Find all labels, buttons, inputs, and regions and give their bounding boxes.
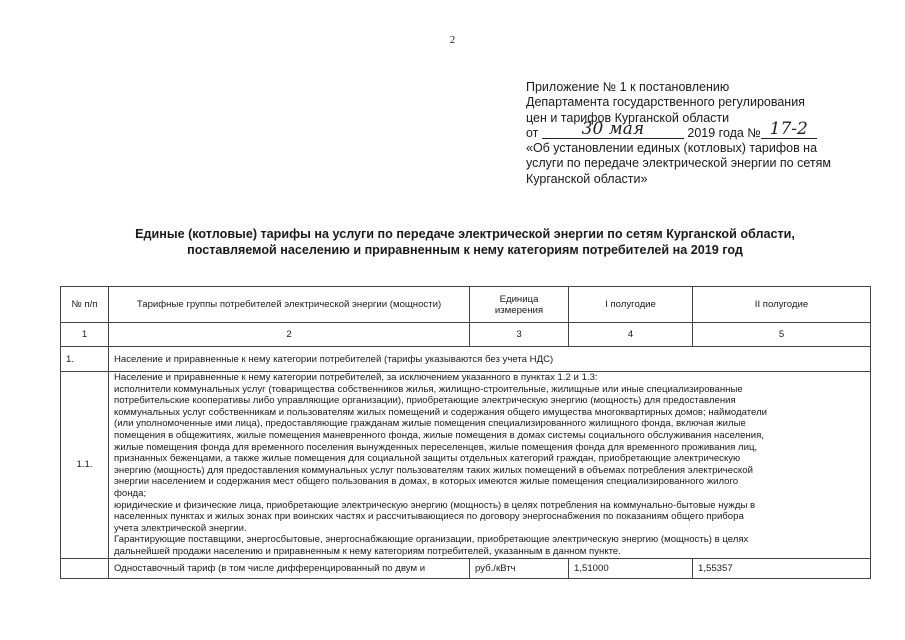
row11-line: фонда;: [114, 487, 147, 499]
appendix-line-3: цен и тарифов Курганской области: [526, 110, 730, 125]
row11-line: дальнейшей продажи населению и приравненным к нему категориям потребителей, указанным в данном пункте.: [114, 545, 621, 557]
row11-line: потребительские кооперативы либо управляющие организации), приобретающие электрическую энергию (мощность) для предоставления: [114, 395, 736, 407]
table-row-single-rate: [61, 558, 871, 578]
row11-line: помещения в общежитиях, жилые помещения маневренного фонда, жилые помещения в домах системы социального обслуживания населения,: [114, 429, 764, 441]
appendix-ot: от: [526, 125, 539, 140]
row11-line: Гарантирующие поставщики, энергосбытовые, энергоснабжающие организации, приобретающие электрическую энергию (мощность) в целях: [114, 534, 749, 546]
row1-num: 1.: [61, 347, 109, 372]
single-rate-h1: 1,51000: [569, 558, 693, 578]
colnum-3: 3: [470, 323, 569, 347]
header-groups: Тарифные группы потребителей электрической энергии (мощности): [109, 287, 470, 323]
appendix-year-text: 2019 года №: [687, 125, 761, 140]
row11-line: исполнители коммунальных услуг (товарищества собственников жилья, жилищно-строительные, жилищные или иные специализированные: [114, 383, 743, 395]
appendix-line-5: «Об установлении единых (котловых) тарифов на: [526, 141, 818, 156]
appendix-line-6: услуги по передаче электрической энергии по сетям: [526, 156, 831, 171]
title-line-2: поставляемой населению и приравненным к нему категориям потребителей на 2019 год: [187, 243, 743, 257]
title-line-1: Единые (котловые) тарифы на услуги по передаче электрической энергии по сетям Курганской области,: [135, 227, 795, 241]
row11-line: жилые помещения фонда для временного поселения вынужденных переселенцев, жилые помещения фонда для временного проживания лиц,: [114, 441, 758, 453]
single-rate-text: Одноставочный тариф (в том числе дифференцированный по двум и: [109, 558, 470, 578]
single-rate-unit: руб./кВтч: [470, 558, 569, 578]
table-header-row: [61, 287, 871, 323]
tariff-table: [60, 286, 871, 579]
appendix-date-line: [526, 118, 866, 141]
column-numbers-row: [61, 323, 871, 347]
single-rate-num: [61, 558, 109, 578]
handwritten-number: 17-2: [769, 118, 808, 139]
table-row-1: [61, 347, 871, 372]
appendix-line-7: Курганской области»: [526, 171, 648, 186]
row11-line: признанных беженцами, а также жилые помещения для социальной защиты отдельных категорий граждан, приобретающие электрическую: [114, 453, 741, 465]
single-rate-h2: 1,55357: [693, 558, 871, 578]
row11-num: 1.1.: [61, 372, 109, 559]
document-title: [60, 226, 870, 258]
colnum-2: 2: [109, 323, 470, 347]
number-blank: [761, 118, 817, 139]
appendix-line-2: Департамента государственного регулирования: [526, 95, 805, 110]
row11-line: Население и приравненные к нему категории потребителей, за исключением указанного в пунктах 1.2 и 1.3:: [114, 372, 598, 383]
header-num: № п/п: [61, 287, 109, 323]
row11-line: энергии населением и содержания мест общего пользования в домах, в которых имеются жилые помещения специализированного жилого: [114, 476, 739, 488]
row11-line: населенных пунктах и жилых зонах при воинских частях и рассчитывающиеся по договору энергоснабжения по показаниям общего прибора: [114, 511, 744, 523]
header-unit: Единица измерения: [470, 287, 569, 323]
header-half1: I полугодие: [569, 287, 693, 323]
row11-line: учета электрической энергии.: [114, 522, 247, 534]
colnum-4: 4: [569, 323, 693, 347]
page-number: 2: [449, 34, 456, 46]
colnum-5: 5: [693, 323, 871, 347]
appendix-header: [526, 80, 866, 187]
row11-line: коммунальных услуг собственникам и пользователям жилых помещений и содержания общего имущества многоквартирных домов; наймодатели: [114, 406, 768, 418]
handwritten-date: 30 мая: [581, 118, 645, 139]
date-blank: [542, 118, 684, 139]
row1-text: Население и приравненные к нему категории потребителей (тарифы указываются без учета НДС): [109, 347, 871, 372]
row11-line: (или уполномоченные ими лица), предоставляющие гражданам жилые помещения специализированного жилищного фонда, включая жилые: [114, 418, 746, 430]
table-row-1-1: [61, 372, 871, 559]
row11-line: энергию (мощность) для предоставления коммунальных услуг пользователям таких жилых помещений в объемах потребления электрической: [114, 464, 753, 476]
colnum-1: 1: [61, 323, 109, 347]
row11-line: юридические и физические лица, приобретающие электрическую энергию (мощность) в целях потребления на коммунально-бытовые нужды в: [114, 499, 756, 511]
header-half2: II полугодие: [693, 287, 871, 323]
row11-text: [109, 372, 871, 559]
appendix-line-1: Приложение № 1 к постановлению: [526, 80, 730, 94]
